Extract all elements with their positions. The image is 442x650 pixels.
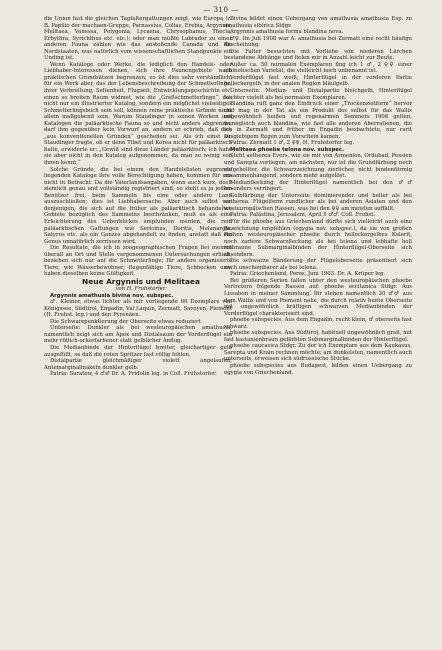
paragraph: phoebe caucasica Stdgr. Zu der ich Exemplare aus dem Kaukasus, Sarepta und Krain rechnen möchte; am dunkelsten, namentlich auch unterseits, erweisen sich südrussische Stücke. [224, 343, 412, 363]
paragraph: Außer ca. 50 normalen Exemplaren fing ich 1 ♂, 2 ♀♀ einer albinotischen Varietät, die vielleicht noch unbenannt ist. [224, 61, 412, 75]
paragraph: Die Medianbinde der Hinterflügel breiter, gleichartiger gelb ausgefüllt, so daß die roten Spritzer fast völlig fehlen. [44, 345, 232, 358]
paragraph: phoebe subspecies. Aus Südtirol, habituell ungewöhnlich groß, mit fast kastanienbraun gefärbten Submarginalbinden der Hinterflügel. [224, 330, 412, 343]
paragraph: Patria: Saratow, 4 ♂♂ Dr. A. Fridolin leg. in Coll. Fruhstorfer. [50, 371, 217, 378]
paragraph: Patria: Griechenland, Poros, Juni 1903. Dr. A. Krüper leg. [230, 271, 386, 278]
paragraph: Die schwarze Bänderung der Flügeloberseite präsentiert sich noch unscheinbarer als bei telona. [224, 258, 412, 271]
paragraph: Unterseite: Median- und Distalpartie bleichgelb, Hinterflügel leichter violett als bei normalen Exemplaren. [224, 88, 412, 101]
species-heading: Argynnis amathusia forma blandina nova. [230, 29, 344, 36]
paragraph: Gelbfärbung der Unterseite dominierender und heller als bei aetherea. Flügelform rundlicher als bei anderen Asiaten und den westeuropäischen Rassen, was bei den ♀♀ am meisten auffällt. [224, 192, 412, 212]
paragraph: Solche Gründe, die bei einem den Handelslisten zugrunde liegenden Kataloge ihre volle Berechtigung haben, kommen für uns nicht in Betracht. Da die Vaterlandsangaben, wenn auch kurz, doch ziemlich genau und vollständig registriert sind, so steht es ja jedem Benützer frei, beim Sammeln bis eine oder andere Land auszuschließen; dies ist Liebhabersache. Aber auch selbst von denjenigen, die sich auf die früher als paläarktisch behandelten Gebiete bezüglich des Sammelns beschränken, muß es als eine Erleichterung des Ueberblickes empfunden werden, die rein paläarktischen Gattungen wie Sericinus, Doritis, Melanargia, Satyrus etc. als ein Ganzes abgehandelt zu finden, anstatt daß ein Genus unnatürlich zerrissen wird. [44, 166, 232, 245]
paragraph: Die Schwarzpunktierung der Oberseite etwas reduziert. [50, 318, 203, 325]
paragraph: Wenn Kataloge oder Werke, die lediglich den Handels- oder Liebhaber-Interessen dienen, sich ihre Faunengebiete nach praktischen Grundsätzen begrenzen, so ist dies sehr verständlich; für ein Werk aber, das der Lebensbeschreibung der Schmetterlinge, ihrer Verbreitung, Seltenheit, Flugzeit, Entwicklungsgeschichte etc. einen so breiten Raum widmet, wie die „Großschmetterlinge“, das nicht nur ein illustrierter Katalog, sondern ein möglichst vielseitiges Schmetterlingsbuch sein soll, können reine praktische Gründe nicht allein maßgebend sein. Warum Staudinger in seinen Werken und Katalogen die paläarktische Fauna so und nicht anders abgrenzte, darf ihm gegenüber kein Vorwurf an, andern er schrieb, daß dies „aus konventionellen Gründen“ geschehen sei. Als ich einst Dr. Staudinger fragte, ob er denn Tibet und Korea nicht für paläarktisch halte, erwiderte er: „Gewiß sind diese Länder paläarktisch; ich habe sie aber nicht in den Katalog aufgenommen, da man zu wenig von ihnen kennt.“ [44, 61, 232, 167]
paragraph: phoebe subspecies. Aus dem Engadin, recht klein, ♂ oberseits fast schwarz. [224, 317, 412, 330]
paragraph: Bei größeren Serien fallen unter den westeuropäischen phoebe Vertretern folgende Rassen auf: phoebe occitanica Stdgr. Aus Lissabon in meiner Sammlung. Ihr stehen namentlich 20 ♂♂ aus dem Wallis und von Piemont nahe, die durch relativ bunte Oberseite mit ungewöhnlich kräftigen schwarzen Medianbinden der Vorderflügel charakterisiert sind. [224, 277, 412, 317]
section-heading: Neue Argynnis und Melitaea [82, 276, 200, 286]
paragraph: phoebe subspecies aus Budapest, bilden einen Uebergang zu ogygia von Griechenland. [224, 362, 412, 376]
left-column [44, 16, 232, 378]
paragraph: die Union fast die gleichen Tagfaltergattungen zeigt, wie Europa (z. B. Papilio der machaon-Gruppe, Parnassius, Colias, Erebia, Argynnis, Melitaea, Vanessa, Polygonia, Lycaena, Chrysophanus, Thecla, Erbythra, Syrichthus etc. etc.); oder man müßte Labrador zu einer anderen Fauna zählen wie das anstoßende Canada und die Nordstaaten, was natürlich vom wissenschaftlichen Standpunkte ein Unding ist. [44, 16, 232, 62]
right-column [224, 16, 412, 376]
paragraph: Die Falter besuchten mit Vorliebe von niederen Lärchen bestandene Abhänge und fielen mir in Anzahl leicht zur Beute. [224, 48, 412, 62]
paragraph: Vorderflügel fast weiß, Hinterflügel in der vorderen Partie hellockergelb, in der analen Region bläulgelb. [224, 74, 412, 88]
paragraph: Für die phoebe aus Griechenland dürfte sich vielleicht auch eine Bezeichnung empfehlen (ogygia nov. subspec.), da sie von großen Reihen westeuropäischer phoebe durch hellockergelbes Kolorit, noch zartere Schwarzfleckung als bei telona und lebhafte hell rotbraune Submarginalbinden der Hinterflügel-Oberseite sich absondern. [224, 218, 412, 258]
paragraph: Unterseite: Dunkler als bei westeuropäischen amathusia, namentlich zeigt sich am Apex und Distalsaum der Vorderflügel ein mehr rötlich-ockerfarbener statt gelblicher Anflug. [44, 325, 232, 345]
species-heading: Argynnis amathusia bivina nov. subspec. [50, 292, 174, 299]
paragraph: Medianfleckung der Hinterflügel namentlich bei den ♂♂ besonders verringert. [224, 179, 412, 193]
paragraph: Blandina ruft ganz den Eindruck einer „Trockenzeitform“ hervor und mag in der Tat als ein Produkt des selbst für das Wallis ungewöhnlich heißen und regenarmen Sommers 1908 gelten, wenngleich auch blandina, wie fast alle anderen Aberrationen, die ich in Zermatt und früher im Engadin beobachtete, nur rarit ausgiebigem Regen zum Vorschein kamen. [224, 101, 412, 140]
page-number: — 310 — [203, 6, 239, 14]
paragraph: Die Resultate, die ich in zoogeographischen Fragen bei meinen überall an Ort und Stelle vorgenommenen Untersuchungen erhielt, beziehen sich nur auf die Schmetterlinge; für andere organisierte Tiere, wie Wasserbewohner, flugunfähige Tiere, Schnecken usw. haben dieselben keine Gültigkeit. [44, 245, 232, 278]
paragraph: ♂. Kleiner, etwas lichter als mir vorliegende 60 Exemplare von Königssee, Südtirol, Engadin, Val Laquin, Zermatt, Savoyen, Piemont (H. Fruhst. leg.) und den Pyrenäen. [44, 299, 232, 319]
species-heading: Melitaea phoebe telona nov. subspec. [230, 146, 345, 153]
paragraph: Steht aetherea Evers. wie sie mir von Armenien, Ordubad, Pessien und Sarepta vorliegen, am nächsten, nur ist die Grundfärbung noch aufgehellter, die Schwarzzeichnung zierlicher, nicht bindenförmig zusammenhängend, sondern mehr aufgelöst. [224, 153, 412, 180]
paragraph: ♂♀. Im Juli 1908 war A. amathusia bei Zermatt eine recht häufige Erscheinung. [224, 35, 412, 49]
paragraph: Bivina bildet einen Uebergang von amathusia amathusia Esp. zu amathusia sibirica Stdgr. [224, 16, 412, 29]
paragraph: Distalpartie gleichmäßiger violett angelaufen, Antemarginalmakeln dunkler gelb. [44, 358, 232, 371]
paragraph: Patria: Zermatt 1 ♂, 2 ♀♀, H. Fruhstorfer leg. [230, 140, 355, 147]
author-line: von H. Fruhstorfer. [115, 286, 167, 293]
paragraph: Patria: Palästina, Jerusalem, April 5 ♂♂. Coll. Fruhst. [230, 212, 376, 219]
